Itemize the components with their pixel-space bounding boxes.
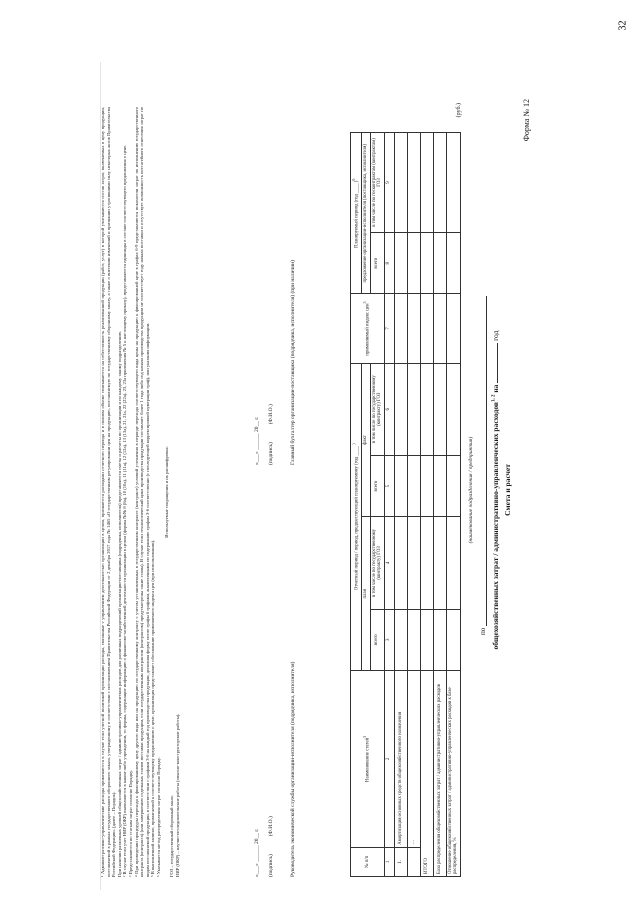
header-name: Наименование статей$^3$ bbox=[351, 671, 385, 848]
header-report-period: Отчетный период / период, предшествующий планируемому (год ____ ) bbox=[351, 363, 362, 670]
page-number: 32 bbox=[617, 20, 629, 31]
column-numbers-row: 1 2 3 4 5 6 7 8 9 bbox=[384, 133, 394, 877]
table-row: 1. Амортизация основных средств общехозяйственного назначения bbox=[394, 133, 407, 877]
form-subtitle: общехозяйственных затрат / административно-управленческих расходов$^{1, 2}$ на год bbox=[491, 330, 500, 650]
rotated-form-page bbox=[100, 95, 548, 885]
header-price-index: применяемый индекс цен$^5$ bbox=[351, 294, 385, 363]
table-row: Отношение общехозяйственных затрат / административно-управленческих расходов к базе распределения, % bbox=[446, 133, 460, 877]
unit-label: (руб.) bbox=[456, 103, 462, 118]
signature-left-date: «___» ______ 20__ г. bbox=[254, 828, 260, 877]
signature-left-fields: (подпись) (Ф.И.О.) bbox=[268, 816, 274, 877]
header-goz: в том числе по госконтрактам (контрактам) ГОЗ bbox=[370, 133, 384, 233]
header-planned-period: Планируемый период (год ____ )$^6$ bbox=[351, 133, 362, 294]
header-planned-sub: предложение организации-исполнителя (поставщика, исполнителя) bbox=[362, 133, 371, 294]
form-number: Форма № 12 bbox=[522, 99, 531, 142]
header-total: всего bbox=[370, 232, 384, 293]
org-line: по bbox=[478, 296, 487, 635]
signature-right-fields: (подпись) (Ф.И.О.) bbox=[268, 404, 274, 465]
footnotes: ¹ Административно-управленческие расходы применяются в случае если учетной политикой организации расходы, связанные с управлением деятельностью организации в целом, признаются расходами отчетного периода и в полном объеме списываются на себестоимость реализованной продукции (работ, услуг) в которой учитываются состав затрат, включаемых в цену продукции, поставляемой в рамках государственного оборонного заказа, утвержденному в соответствии с постановлением Правительства Российской Федерации от 2 декабря 2017 года № 1465 «О государственном регулировании цен на продукцию, поставляемую по государственному оборонному заказу, а также о внесении изменений и признании утратившими силу некоторых актов Правительства Российской Федерации» (далее – Порядок). При наличии различных уровней общехозяйственных затрат / административно-управленческих расходов для различных подразделений организации-поставщика (подрядчика, исполнителя) представляются сметы и расчеты по организации и по каждому такому подразделению. ² В случае если учет НИР (ОКР) выполняется в каком-либо учреждении, то формы, содержащие информацию о финансово-хозяйственной деятельности организации в целом (формы №№ 8 (8а), 10 (10а), 11 (11а), 12 (12а), 13 (13а), 21, 21а, 22 (22а), 23, 23а приложения № 5 к настоящему приказу), представляются единожды в составе соответствующего предложения о цене. ³ Представляются по статьям затрат согласно Порядку. ⁴ При проведении процедуры перехода к фиксированному цену другого вида или на продукцию по государственному контракту с учетом установленных в государственном контракте (контракте) условий уточнения в периоде перехода соответствующего вида цены на продукцию к фиксированной цене в графах 6-9 представляются показатели затрат по исполнению государственного контракта (контракта) (или завершению отдельных этапов поставки продукции, если государственным контрактом (контрактом) предусмотрены такие этапы). В случае если технологический цикл производства продукции составляет более 1 года либо год начала производства продукции не соответствует году начала поставки и отсутствует возможность постатейного отнесения затрат по видам поставляемой продукции, в соответствии с графами 3-6 на каждый год производства продукции, дополняя форму после графы 6 графами, аналогичными по содержанию графам 3-6 соответственно (с последующей корректировкой нумерации граф), или указания информации. ⁵ В выполненной записке, прилагаемой к соответствующему предложению о цене, организация представляет обоснование применяемого индекса цен (при использовании). ⁶ Указывается метод распределения затрат согласно Порядку. Используемые сокращения и их расшифровка: ГОЗ – государственный оборонный заказ; НИР (ОКР) – научно-исследовательские работы (опытно-конструкторские работы). bbox=[100, 107, 180, 877]
header-total: всего bbox=[370, 609, 384, 670]
form-title: Смета и расчет bbox=[503, 464, 512, 516]
table-row: База распределения общехозяйственных затрат / административно-управленческих расходов bbox=[433, 133, 446, 877]
signature-left-title: Руководитель экономической службы организации-исполнителя (подрядчика, исполнителя) bbox=[290, 661, 296, 877]
header-num: № п/п bbox=[351, 847, 385, 876]
header-goz: в том числе по государственному (контракту) ГОЗ bbox=[370, 517, 384, 609]
signature-right-title: Главный бухгалтер организации-поставщика (подрядчика, исполнителя) (при наличии) bbox=[290, 260, 296, 465]
header-fact: факт bbox=[362, 363, 371, 517]
header-total: всего bbox=[370, 455, 384, 516]
table-row: … bbox=[407, 133, 420, 877]
cost-estimate-table bbox=[350, 132, 461, 877]
header-goz: в том числе по государственному (контракту) ГОЗ bbox=[370, 363, 384, 455]
signature-right-date: «___» ______ 20__ г. bbox=[254, 416, 260, 465]
header-plan: план bbox=[362, 517, 371, 671]
org-line-caption: (наименование подразделения / предприятия) bbox=[468, 436, 474, 544]
table-row: ИТОГО bbox=[420, 133, 433, 877]
